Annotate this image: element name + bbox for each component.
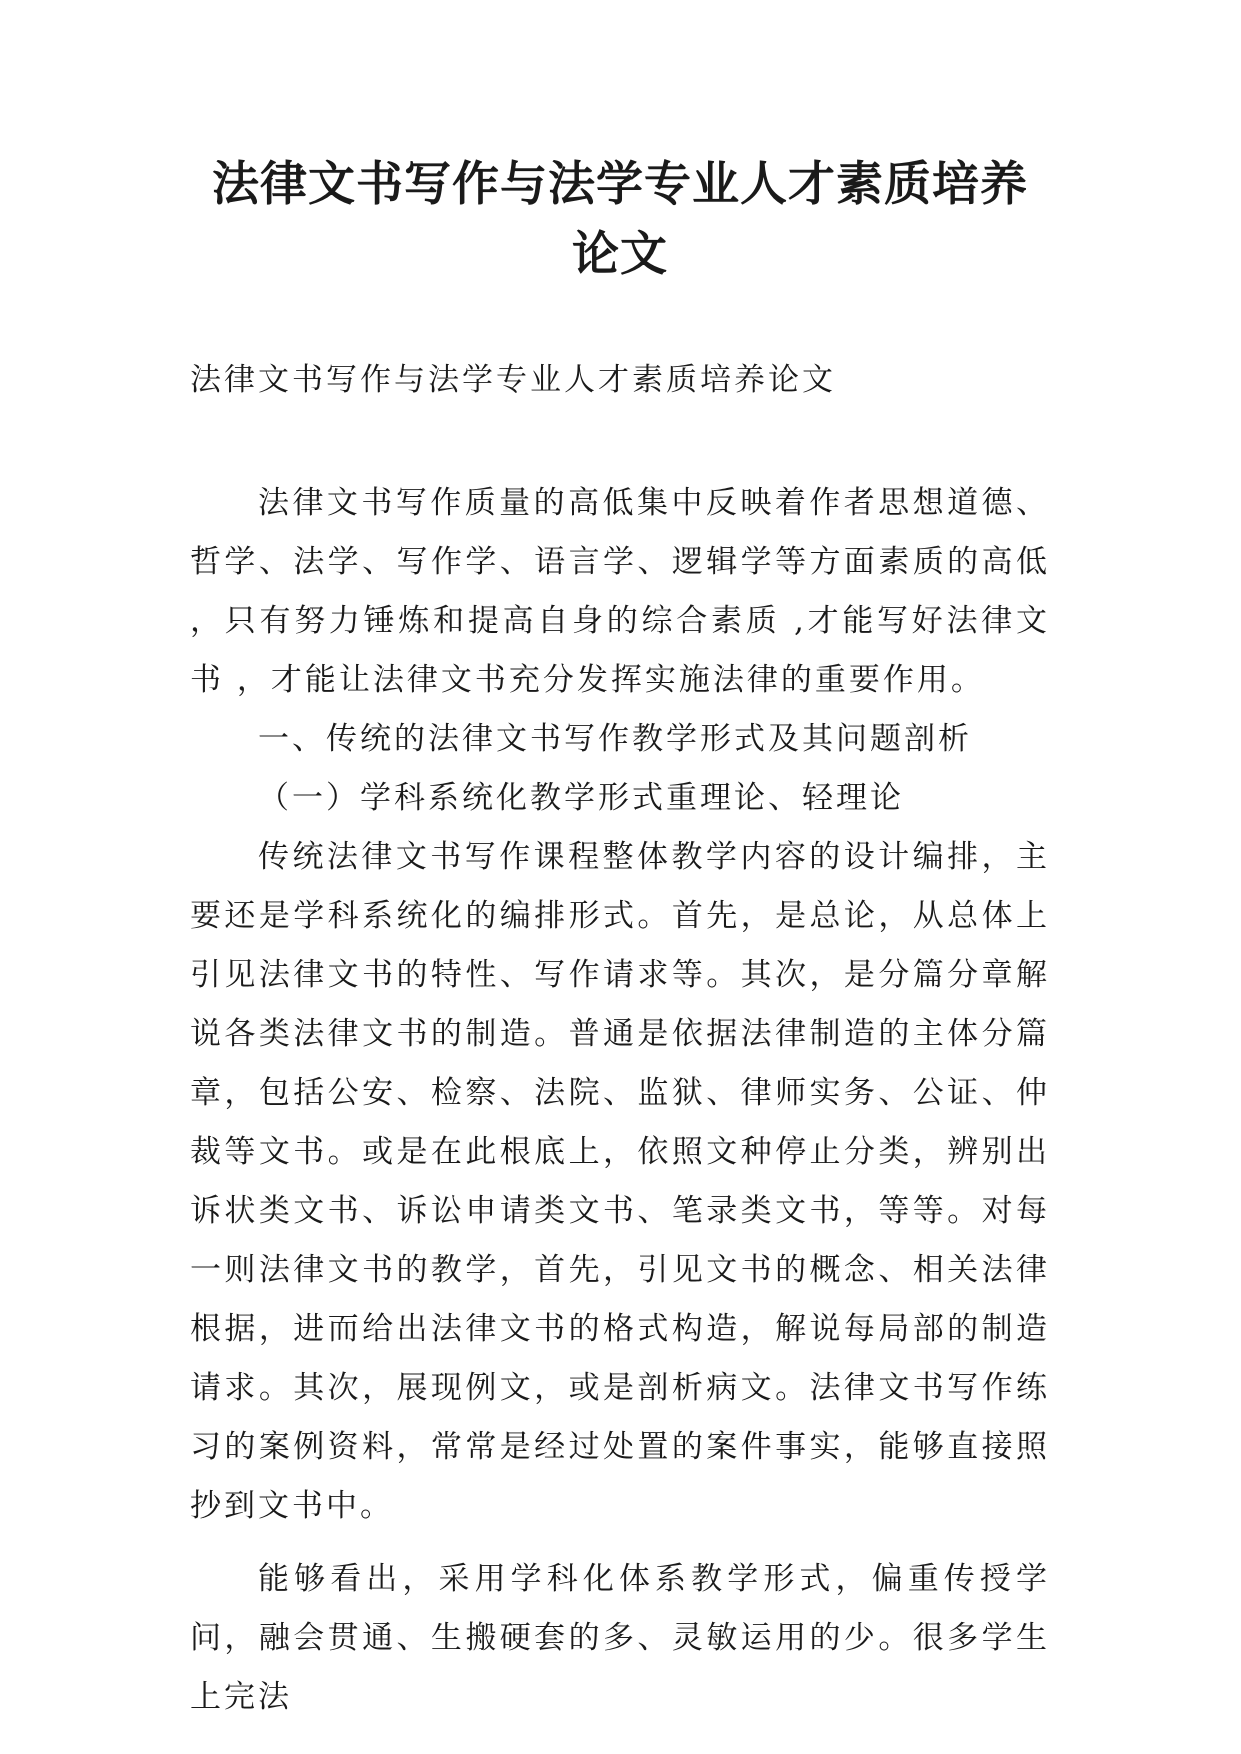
subsection-heading-1: （一）学科系统化教学形式重理论、轻理论	[258, 780, 904, 816]
paragraph-conclusion: 能够看出，采用学科化体系教学形式，偏重传授学问，融会贯通、生搬硬套的多、灵敏运用的少。很多学生上完法	[190, 1561, 1050, 1715]
section-heading-1: 一、传统的法律文书写作教学形式及其问题剖析	[258, 721, 972, 757]
document-title: 法律文书写作与法学专业人才素质培养论文	[212, 157, 1028, 282]
document-subtitle: 法律文书写作与法学专业人才素质培养论文	[190, 362, 836, 398]
paragraph-intro: 法律文书写作质量的高低集中反映着作者思想道德、哲学、法学、写作学、语言学、逻辑学等方面素质的高低 ，只有努力锤炼和提高自身的综合素质 ,才能写好法律文书 ，才能让法律文书充分发挥实施法律的重要作用。	[190, 485, 1050, 698]
paragraph-traditional-teaching: 传统法律文书写作课程整体教学内容的设计编排，主要还是学科系统化的编排形式。首先，是总论，从总体上引见法律文书的特性、写作请求等。其次，是分篇分章解说各类法律文书的制造。普通是依据法律制造的主体分篇章，包括公安、检察、法院、监狱、律师实务、公证、仲裁等文书。或是在此根底上，依照文种停止分类，辨别出诉状类文书、诉讼申请类文书、笔录类文书，等等。对每一则法律文书的教学，首先，引见文书的概念、相关法律根据，进而给出法律文书的格式构造，解说每局部的制造请求。其次，展现例文，或是剖析病文。法律文书写作练习的案例资料，常常是经过处置的案件事实，能够直接照抄到文书中。	[190, 839, 1050, 1524]
document-body	[190, 474, 1050, 1727]
